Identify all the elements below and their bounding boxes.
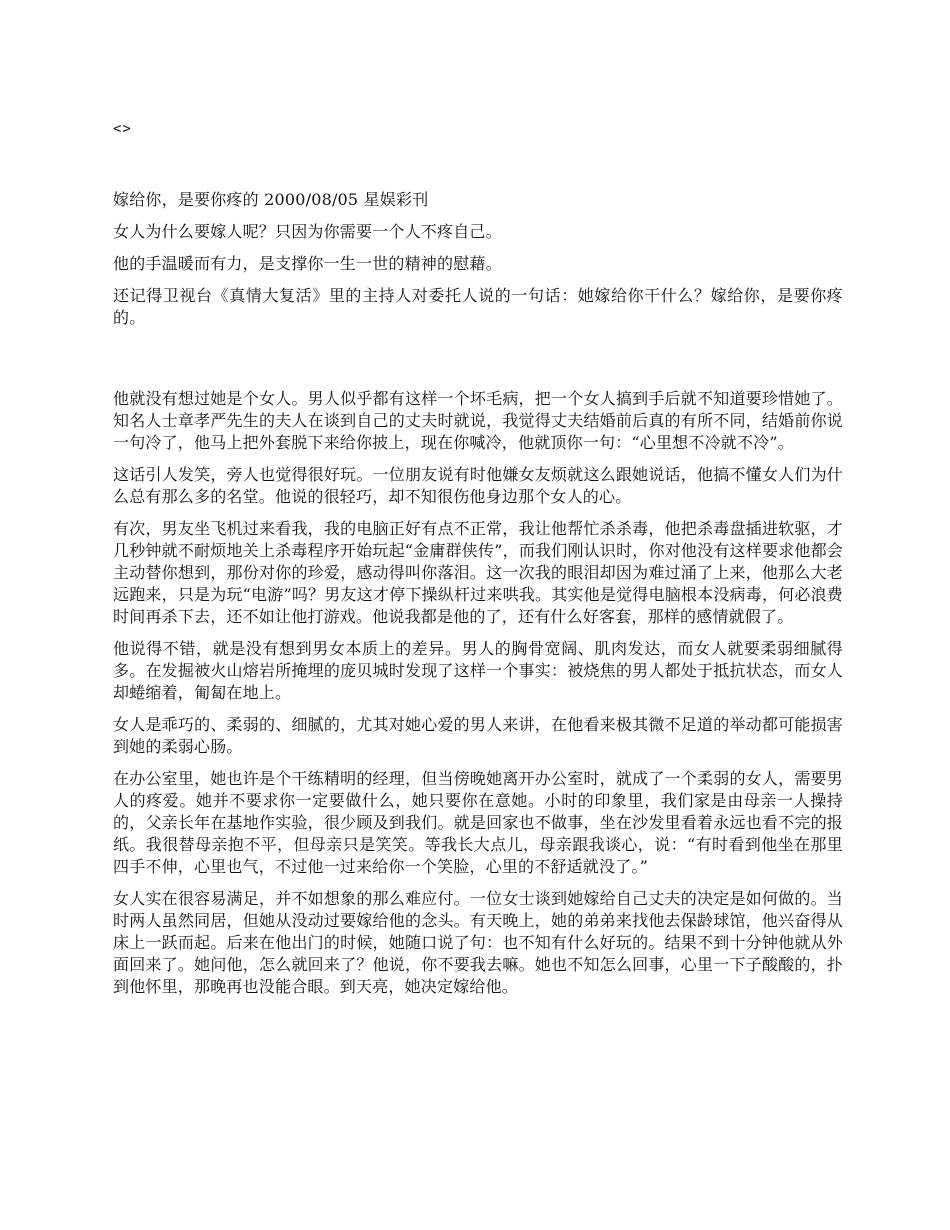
body-paragraph-6: 在办公室里，她也许是个干练精明的经理，但当傍晚她离开办公室时，就成了一个柔弱的女人，需要男人的疼爱。她并不要求你一定要做什么，她只要你在意她。小时的印象里，我们家是由母亲一人操持的，父亲长年在基地作实验，很少顾及到我们。就是回家也不做事，坐在沙发里看着永远也看不完的报纸。我很替母亲抱不平，但母亲只是笑笑。等我长大点儿，母亲跟我谈心，说：“有时看到他坐在那里四手不伸，心里也气，不过他一过来给你一个笑脸，心里的不舒适就没了。” <box>113 769 843 876</box>
body-paragraph-4: 他说得不错，就是没有想到男女本质上的差异。男人的胸骨宽阔、肌肉发达，而女人就要柔弱细腻得多。在发掘被火山熔岩所掩埋的庞贝城时发现了这样一个事实：被烧焦的男人都处于抵抗状态，而女人却蜷缩着，匍匐在地上。 <box>113 639 843 702</box>
intro-paragraph-2: 他的手温暖而有力，是支撑你一生一世的精神的慰藉。 <box>113 254 502 273</box>
article <box>113 118 843 1008</box>
body-paragraph-7: 女人实在很容易满足，并不如想象的那么难应付。一位女士谈到她嫁给自己丈夫的决定是如何做的。当时两人虽然同居，但她从没动过要嫁给他的念头。有天晚上，她的弟弟来找他去保龄球馆，他兴奋得从床上一跃而起。后来在他出门的时候，她随口说了句：也不知有什么好玩的。结果不到十分钟他就从外面回来了。她问他，怎么就回来了？他说，你不要我去嘛。她也不知怎么回事，心里一下子酸酸的，扑到他怀里，那晚再也没能合眼。到天亮，她决定嫁给他。 <box>113 889 843 996</box>
body-paragraph-2: 这话引人发笑，旁人也觉得很好玩。一位朋友说有时他嫌女友烦就这么跟她说话，他搞不懂女人们为什么总有那么多的名堂。他说的很轻巧，却不知很伤他身边那个女人的心。 <box>113 465 843 506</box>
body-paragraph-3: 有次，男友坐飞机过来看我，我的电脑正好有点不正常，我让他帮忙杀杀毒，他把杀毒盘插进软驱，才几秒钟就不耐烦地关上杀毒程序开始玩起“金庸群侠传”，而我们刚认识时，你对他没有这样要求他都会主动替你想到，那份对你的珍爱，感动得叫你落泪。这一次我的眼泪却因为难过涌了上来，他那么大老远跑来，只是为玩“电游”吗？男友这才停下操纵杆过来哄我。其实他是觉得电脑根本没病毒，何必浪费时间再杀下去，还不如让他打游戏。他说我都是他的了，还有什么好客套，那样的感情就假了。 <box>113 519 843 626</box>
body-paragraph-1: 他就没有想过她是个女人。男人似乎都有这样一个坏毛病，把一个女人搞到手后就不知道要珍惜她了。知名人士章孝严先生的夫人在谈到自己的丈夫时就说，我觉得丈夫结婚前后真的有所不同，结婚前你说一句冷了，他马上把外套脱下来给你披上，现在你喊冷，他就顶你一句：“心里想不冷就不冷”。 <box>113 389 843 452</box>
intro-paragraph-1: 女人为什么要嫁人呢？只因为你需要一个人不疼自己。 <box>113 222 502 241</box>
section-gap <box>113 339 843 388</box>
article-title: 嫁给你，是要你疼的 2000/08/05 星娱彩刊 <box>113 190 429 209</box>
body-paragraph-5: 女人是乖巧的、柔弱的、细腻的，尤其对她心爱的男人来讲，在他看来极其微不足道的举动都可能损害到她的柔弱心肠。 <box>113 715 843 756</box>
intro-paragraph-3: 还记得卫视台《真情大复活》里的主持人对委托人说的一句话：她嫁给你干什么？嫁给你，是要你疼的。 <box>113 286 843 327</box>
angle-bracket-marker: <> <box>113 121 132 137</box>
